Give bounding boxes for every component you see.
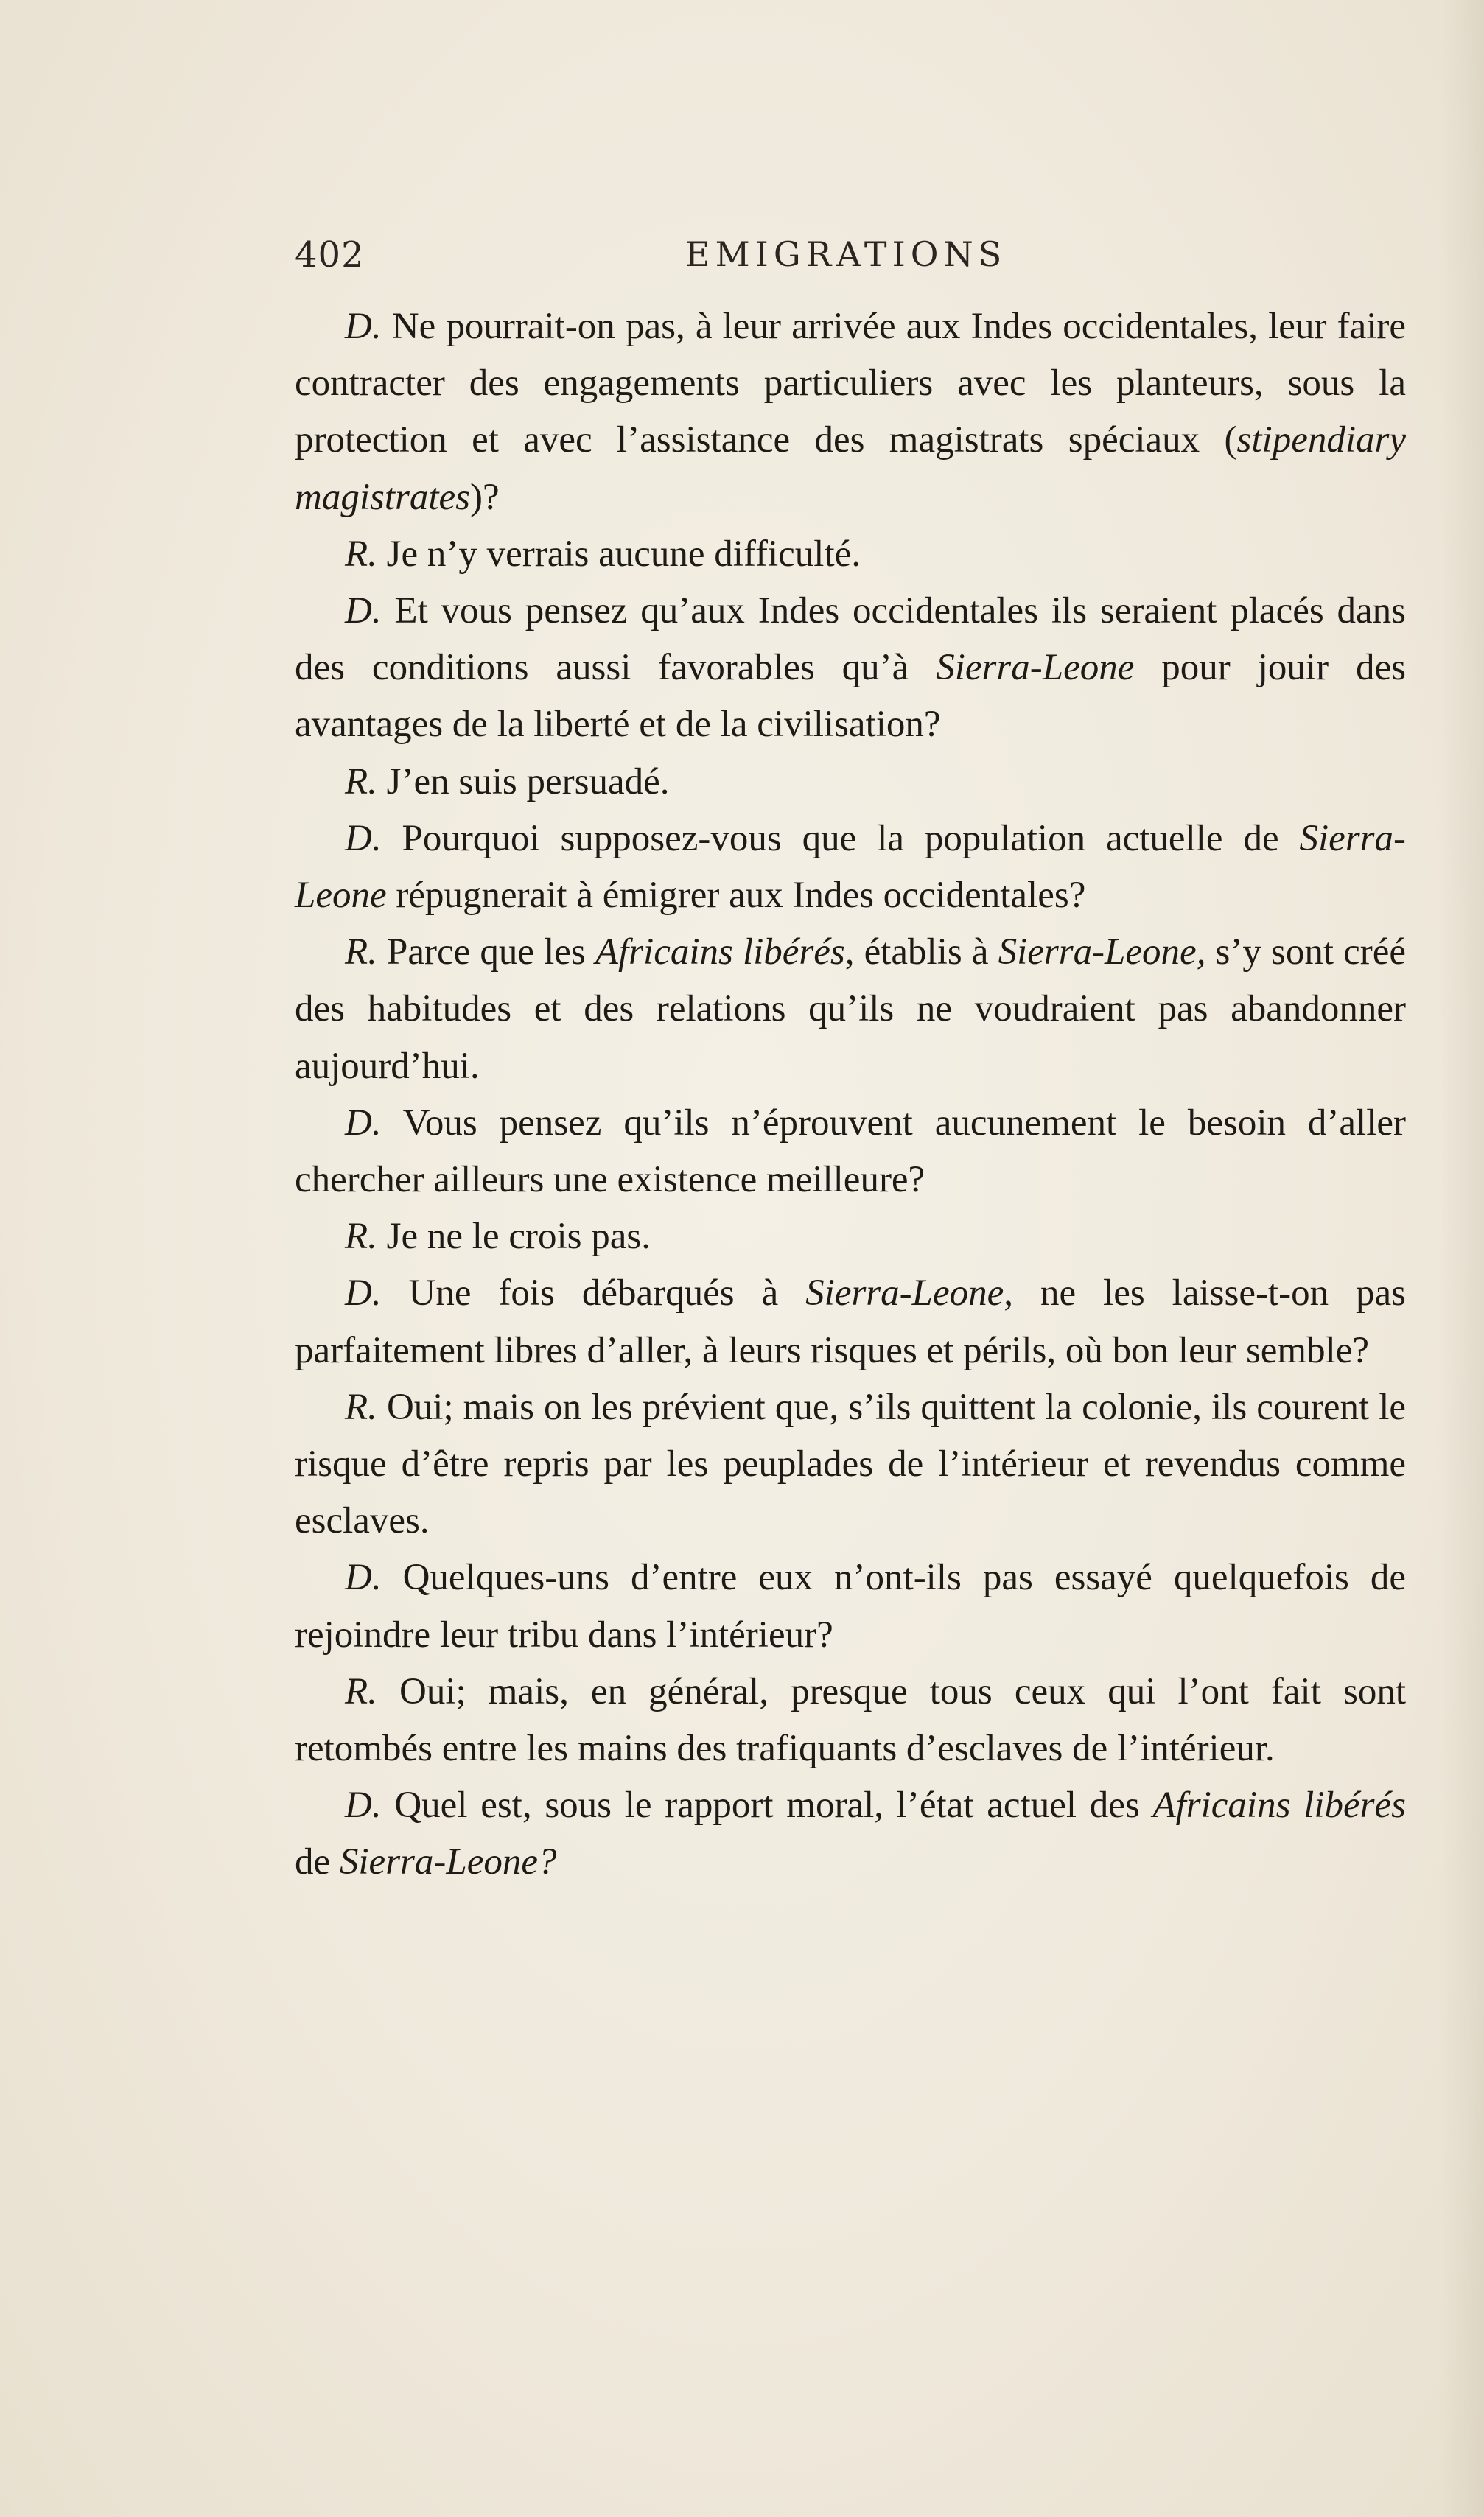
text-segment: Oui; mais on les prévient que, s’ils quittent la colonie, ils courent le risque d’être repris par les peuplades de l’intérieur et revendus comme esclaves. bbox=[295, 1386, 1406, 1542]
text-segment: , établis à bbox=[844, 931, 998, 973]
text-segment: répugnerait à émigrer aux Indes occidentales? bbox=[386, 875, 1086, 917]
speaker-label: D. bbox=[345, 1102, 382, 1144]
page-number: 402 bbox=[295, 234, 365, 276]
text-segment: Quelques-uns d’entre eux n’ont-ils pas essayé quelquefois de rejoindre leur tribu dans l’intérieur? bbox=[295, 1557, 1406, 1656]
speaker-label: D. bbox=[345, 1785, 382, 1827]
text-segment: Parce que les bbox=[377, 931, 595, 973]
italic-text-segment: Africains libérés bbox=[595, 931, 845, 973]
dialogue-paragraph bbox=[295, 1379, 1406, 1550]
text-segment: Oui; mais, en général, presque tous ceux qui l’ont fait sont retombés entre les mains des trafiquants d’esclaves de l’intérieur. bbox=[295, 1670, 1406, 1770]
italic-text-segment: Sierra-Leone? bbox=[339, 1841, 557, 1883]
text-segment: Une fois débarqués à bbox=[381, 1272, 806, 1314]
dialogue-paragraph bbox=[295, 1777, 1406, 1891]
text-segment: Et vous pensez qu’aux Indes occidentales ils seraient placés dans des conditions aussi favorables qu’à bbox=[295, 590, 1406, 689]
page-edge-shadow bbox=[1440, 0, 1484, 2517]
speaker-label: D. bbox=[345, 817, 382, 859]
speaker-label: R. bbox=[345, 1670, 377, 1712]
speaker-label: D. bbox=[345, 1272, 382, 1314]
italic-text-segment: Africains libérés bbox=[1152, 1785, 1406, 1827]
speaker-label: R. bbox=[345, 1216, 377, 1258]
text-segment: Je ne le crois pas. bbox=[377, 1216, 651, 1258]
text-segment: de bbox=[295, 1841, 340, 1883]
dialogue-text bbox=[295, 298, 1406, 1891]
text-segment: Vous pensez qu’ils n’éprouvent aucunement le besoin d’aller chercher ailleurs une existence meilleure? bbox=[295, 1102, 1406, 1201]
dialogue-paragraph bbox=[295, 1208, 1406, 1265]
dialogue-paragraph bbox=[295, 298, 1406, 526]
speaker-label: R. bbox=[345, 931, 377, 973]
page-header bbox=[295, 234, 1400, 293]
dialogue-paragraph bbox=[295, 1550, 1406, 1663]
text-segment: , ne les laisse-t-on pas parfaitement libres d’aller, à leurs risques et périls, où bon leur semble? bbox=[295, 1272, 1407, 1371]
dialogue-paragraph bbox=[295, 1095, 1406, 1208]
italic-text-segment: Sierra-Leone bbox=[936, 647, 1135, 689]
text-segment: Pourquoi supposez-vous que la population actuelle de bbox=[381, 817, 1300, 859]
dialogue-paragraph bbox=[295, 526, 1406, 583]
dialogue-paragraph bbox=[295, 754, 1406, 811]
dialogue-paragraph bbox=[295, 1664, 1406, 1777]
text-segment: Je n’y verrais aucune difficulté. bbox=[377, 533, 861, 575]
dialogue-paragraph bbox=[295, 583, 1406, 754]
running-title: EMIGRATIONS bbox=[685, 234, 1007, 274]
text-segment: Ne pourrait-on pas, à leur arrivée aux Indes occidentales, leur faire contracter des engagements particuliers avec les planteurs, sous la protection et avec l’assistance des magistrats spéciaux ( bbox=[295, 306, 1406, 461]
speaker-label: R. bbox=[345, 1386, 377, 1428]
text-segment: Quel est, sous le rapport moral, l’état actuel des bbox=[381, 1785, 1153, 1827]
text-segment: s’y sont créé des habitudes et des relations qu’ils ne voudraient pas abandonner aujourd’hui. bbox=[295, 931, 1406, 1087]
text-segment: pour jouir des avantages de la liberté et de la civilisation? bbox=[295, 647, 1406, 746]
speaker-label: D. bbox=[345, 1557, 382, 1599]
italic-text-segment: Sierra-Leone, bbox=[998, 931, 1206, 973]
dialogue-paragraph bbox=[295, 924, 1406, 1095]
italic-text-segment: stipendiary magistrates bbox=[295, 419, 1406, 518]
italic-text-segment: Sierra-Leone bbox=[295, 817, 1406, 917]
speaker-label: D. bbox=[345, 590, 382, 632]
text-segment: )? bbox=[470, 476, 500, 518]
dialogue-paragraph bbox=[295, 811, 1406, 924]
speaker-label: R. bbox=[345, 533, 377, 575]
text-segment: J’en suis persuadé. bbox=[377, 760, 670, 802]
italic-text-segment: Sierra-Leone bbox=[805, 1272, 1004, 1314]
speaker-label: R. bbox=[345, 760, 377, 802]
speaker-label: D. bbox=[345, 306, 382, 347]
dialogue-paragraph bbox=[295, 1265, 1406, 1379]
